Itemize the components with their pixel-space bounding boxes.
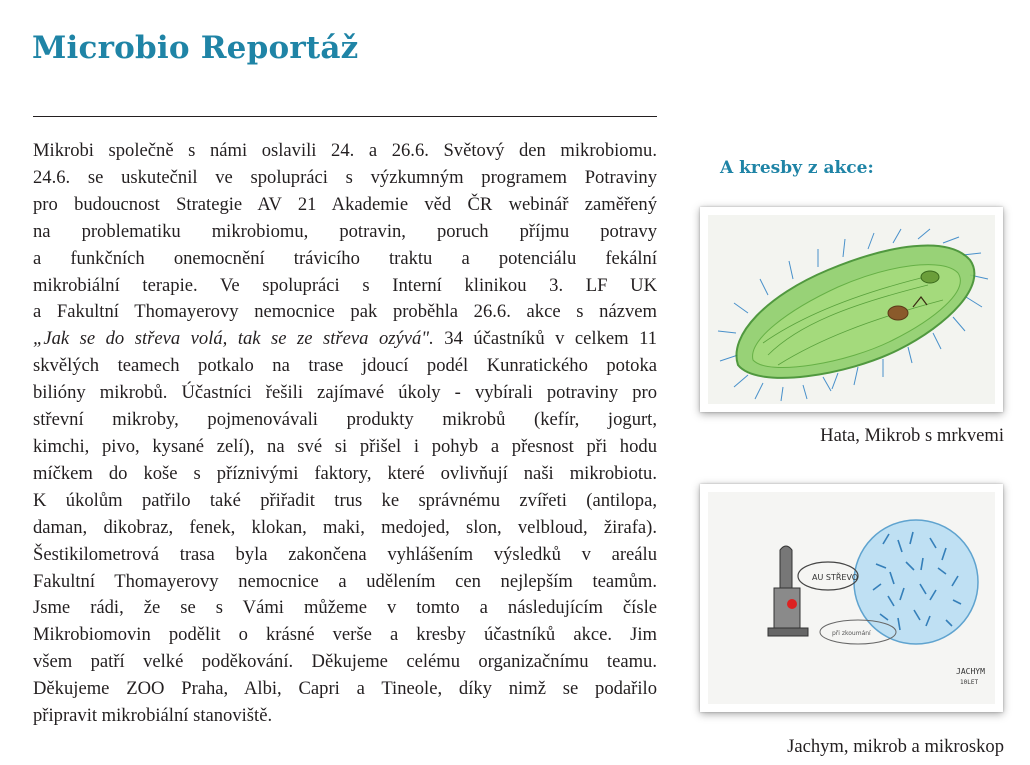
drawings-heading: A kresby z akce: (720, 158, 874, 178)
article-line: kimchi, pivo, kysané zelí), na své si přišel i pohyb a přesnost při hodu (33, 435, 657, 457)
drawing-caption-2: Jachym, mikrob a mikroskop (787, 736, 1004, 757)
article-line: K úkolům patřilo také přiřadit trus ke správnému zvířeti (antilopa, (33, 489, 657, 511)
article-line: pro budoucnost Strategie AV 21 Akademie věd ČR webinář zaměřený (33, 193, 657, 215)
drawing-signature: JACHYM (956, 667, 985, 676)
article-line: Šestikilometrová trasa byla zakončena vyhlášením výsledků v areálu (33, 543, 657, 565)
title-divider (33, 116, 657, 117)
article-line: Fakultní Thomayerovy nemocnice a udělením cen nejlepším teamům. (33, 570, 657, 592)
article-body (33, 138, 657, 730)
article-line: Jsme rádi, že se s Vámi můžeme v tomto a následujícím čísle (33, 597, 657, 619)
event-name-quote: „Jak se do střeva volá, tak se ze střeva ozývá". (33, 328, 434, 350)
article-line: Děkujeme ZOO Praha, Albi, Capri a Tineole, díky nimž se podařilo (33, 678, 657, 700)
article-line: mikrobiální terapie. Ve spolupráci s Interní klinikou 3. LF UK (33, 274, 657, 296)
microscope-microbe-drawing-icon (708, 492, 995, 704)
article-line: a Fakultní Thomayerovy nemocnice pak proběhla 26.6. akce s názvem (33, 301, 657, 323)
article-line: na problematiku mikrobiomu, potravin, poruch příjmu potravy (33, 220, 657, 242)
article-quote-line (33, 326, 657, 353)
drawing-signature-age: 10LET (960, 679, 979, 686)
drawing-photo-microscope (700, 484, 1003, 712)
article-line: připravit mikrobiální stanoviště. (33, 705, 273, 727)
small-bubble-text: při zkoumání (832, 630, 871, 637)
article-line: 24.6. se uskutečnil ve spolupráci s výzkumným programem Potraviny (33, 166, 657, 188)
drawing-caption-1: Hata, Mikrob s mrkvemi (820, 425, 1004, 446)
article-line: všem patří velké poděkování. Děkujeme celému organizačnímu teamu. (33, 651, 657, 673)
article-line: a funkčních onemocnění trávicího traktu a potenciálu fekální (33, 247, 657, 269)
participants-count: 34 účastníků v celkem 11 (433, 328, 658, 350)
article-line: míčkem do koše s příznivými faktory, které ovlivňují naši mikrobiotu. (33, 462, 657, 484)
speech-bubble-text: AU STŘEVO (812, 573, 859, 582)
article-line: bilióny mikrobů. Účastníci řešili zajímavé úkoly - vybírali potraviny pro (33, 382, 657, 404)
green-microbe-drawing-icon (708, 215, 995, 404)
article-line: skvělých teamech potkalo na trase jdoucí podél Kunratického potoka (33, 355, 657, 377)
article-line: Mikrobi společně s námi oslavili 24. a 26.6. Světový den mikrobiomu. (33, 140, 657, 161)
article-line: střevní mikroby, pojmenovávali produkty mikrobů (kefír, jogurt, (33, 409, 657, 431)
drawing-photo-green-microbe (700, 207, 1003, 412)
page-title: Microbio Reportáž (32, 30, 359, 66)
article-line: Mikrobiomovin podělit o krásné verše a kresby účastníků akce. Jim (33, 624, 657, 646)
article-line: daman, dikobraz, fenek, klokan, maki, medojed, slon, velbloud, žirafa). (33, 516, 657, 538)
